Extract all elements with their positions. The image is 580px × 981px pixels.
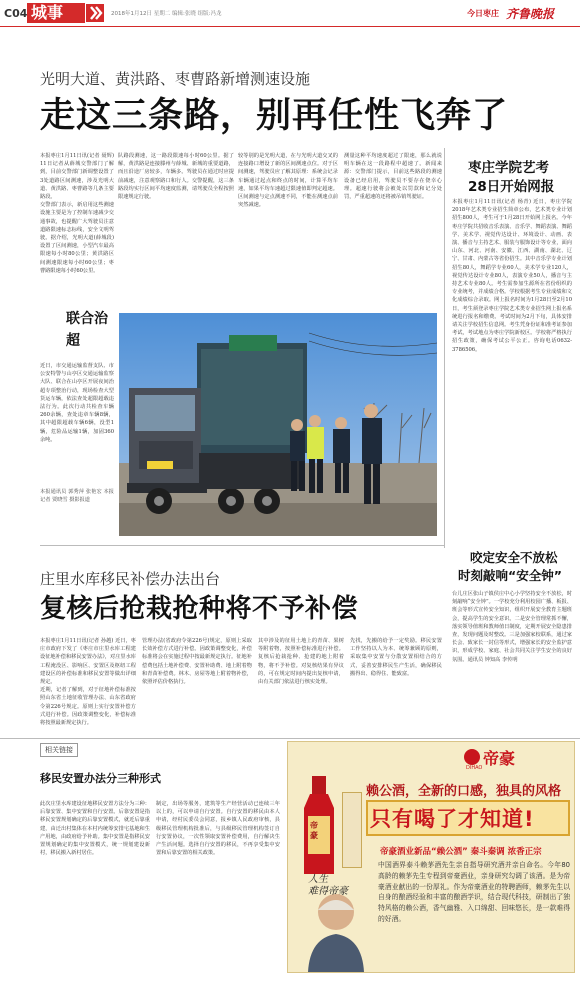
story2-col1 (40, 637, 136, 729)
story1-col3: 较等别的是光明大道，在与光明大道交叉的连接路口增设了新的区间测速点位。对于区间测速，驾驶员应了解其原理：系统会记录车辆通过起点和终点的时间，计算平均车速，如果平均车速超过限速值即判定超速。区间测速与定点测速不同，不能在测速点前突然减速。 (238, 153, 338, 209)
story2-col1-text: 近期，记者了解到，对于征地补偿标准按照山东省土地征收管理办法、山东省政府令第226号规定。原则上实行安置补偿方式进行补偿。因政策调整变化，补偿标准将按照最新规定执行。 (40, 687, 136, 727)
person-caption-line1: 人生 (308, 874, 328, 885)
bottle-image (300, 776, 338, 876)
story1-col1-text: 交警部门表示，新启用这些测速设施主要是为了控制车速减少交通事故，也提醒广大驾驶员注意道路限速标志标线，安全文明驾驶。据介绍，光明大道(薛城段)设置了区间测速，小型汽车最高限速每小时80公里；黄洪路区间测速限速每小时60公里；枣曹路限速每小时60公里。 (40, 202, 114, 274)
brand-logo-en: DIHAO (466, 765, 483, 771)
photo-caption-block (40, 308, 114, 538)
ad-text: 中国酒界泰斗赖茅酒先生亲自指导研究酒并亲自命名。今年80高龄的赖茅先生专程到帝豪酒业，亲身研究勾调了该酒。是为帝豪酒业献出的一份厚礼。作为帝豪酒业的特聘酒师，赖茅先生以自身的酿酒经验和丰富的酿酒学识，结合现代科技，研制出了独特风格的赖公酒，香气幽雅、入口绵甜、回味悠长，是一款难得的好酒。 (378, 861, 570, 923)
section-divider-1 (40, 545, 444, 546)
story3-headline: 移民安置办法分三种形式 (40, 772, 161, 785)
page-header (0, 0, 580, 26)
story1-lead (40, 152, 114, 276)
photo-caption-title: 联合治超 (66, 311, 108, 349)
story1-col4: 测量这种平均速度超过了限速，那么就说明车辆在这一段路程中超速了。新闻来源：交警部门提示，目前这些路段的测速设备已经启用，驾驶员不要存在侥幸心理。超速行驶将会被处以罚款和记分处罚，严重超速的还将被吊销驾驶证。 (344, 153, 442, 201)
story2-headline: 复核后抢栽抢种将不予补偿 (40, 594, 359, 624)
story2-col4: 先找，先搬的给予一定奖励。移民安置工作坚持以人为本、统筹兼顾的原则，采取集中安置与分散安置相结合的方式，妥善安排移民生产生活，确保移民搬得出、稳得住、能致富。 (350, 638, 442, 677)
header-rule (0, 26, 580, 27)
section-divider-2 (0, 738, 580, 739)
sidebar1-headline-line2: 28日开始网报 (468, 179, 555, 195)
story1-lead-text: 本报枣庄1月11日讯(记者 聂辉) 11日记者从薛城交警部门了解到，目前交警部门新调整设置了3处道路区间测速，涉及光明大道、黄洪路、枣曹路等几条主要路段。 (40, 153, 114, 201)
story1-kicker: 光明大道、黄洪路、枣曹路新增测速设施 (40, 70, 311, 88)
chevron-icon (86, 4, 104, 22)
sidebar1-body: 本报枣庄1月11日讯(记者 杨青) 近日，枣庄学院2018年艺术类专业招生简章公布，艺术类专业计划招生800人，考生可于1月28日开始网上报名。今年枣庄学院共招收音乐表演、音乐学、舞蹈表演、舞蹈学、美术学、视觉传达设计、环境设计、动画、表演、播音与主持艺术、服装与服饰设计等专业，面向山东、河北、河南、安徽、江西、湖南、湖北、辽宁、甘肃、内蒙古等省份招生。其中音乐学专业计划招生80人，舞蹈学专业60人，美术学专业120人，视觉传达设计专业80人，表演专业50人，播音与主持艺术专业80人。考生需参加生源所在省份组织的专业统考，并成绩合格。学校根据考生专业成绩和文化成绩综合录取。网上报名时间为1月28日至2月10日，考生须登录枣庄学院艺术类专业招生网上报名系统进行报名和缴费。考试时间为2月下旬，具体安排请关注学校招生信息网。考生凭身份证和准考证参加考试，考试地点为枣庄学院新校区。学校将严格执行招生政策，确保考试公平公正。咨询电话0632-3786506。 (452, 199, 572, 353)
brand-logo-icon (464, 749, 480, 765)
sidebar-divider-1 (444, 148, 445, 548)
sidebar2-headline-line2: 时刻敲响“安全钟” (458, 568, 562, 583)
photo-caption-text: 近日，市交通运输监督支队、市公安特警与山亭区交通运输监察大队、联合在山亭区开展夜间治超专项整治行动，现场检查大型货运车辆，依法查处超限超载违法行为。此次行动共检查车辆260余辆，查处违章车辆8辆，其中超限超载车辆6辆，没型1辆，危险品运输1辆，加固360余吨。 (40, 363, 114, 443)
sidebar2-headline-line1: 咬定安全不放松 (470, 550, 558, 565)
story2-lead-text: 本报枣庄1月11日讯(记者 孙越) 近日，枣庄市政府下发了《枣庄市庄里水库工程建设征地补偿和移民安置办法》，对庄里水库工程淹没区、影响区、安置区及枢纽工程建设区的补偿标准和移民安置等做出详细规定。 (40, 638, 136, 686)
story1-col2: 队路段测速，这一路段限速每小时60公里。据了解，黄洪路是连接滕州与薛城、新城的重要道路，而且沿途厂房较多，车辆多。驾驶员在通过时应提前减速，注意观察路口和行人。交警提醒，这三条路段均实行区间平均速度监测，请驾驶员全程按照限速规定行驶。 (118, 153, 234, 201)
person-caption-line2: 难得帝豪 (308, 886, 348, 897)
ad-red-line: 帝豪酒业新品“赖公酒” 秦斗秦调 浓香正宗 (380, 847, 542, 857)
story1-headline: 走这三条路，别再任性飞奔了 (40, 96, 509, 136)
page-code: C04 (4, 7, 28, 20)
header-meta: 2018年1月12日 星期二 编辑:张晓 组版:冯龙 (111, 11, 222, 17)
sidebar1-headline-line1: 枣庄学院艺考 (468, 160, 549, 176)
story3-tag-text: 相关链接 (45, 746, 73, 754)
story2-col2: 管理办法(省政府令第226号)规定，原则上采取长效补偿方式进行补偿。因政策调整变化，补偿标准将会在实施过程中按最新规定执行。征地补偿费包括土地补偿费、安置补助费、地上附着物和青苗补偿费。林木、房屋等地上附着物补偿，依照评估价格执行。 (142, 638, 252, 686)
section-title: 城事 (31, 3, 64, 22)
ad-tagline: 赖公酒，全新的口感，独具的风格 (366, 784, 562, 799)
photo-credit: 本报通讯员 郭秀萍 张艳宏 本报记者 贾晓雪 摄影报道 (40, 489, 114, 504)
ad-banner[interactable] (287, 741, 575, 973)
bottle-label: 帝豪 (310, 820, 318, 840)
story2-col3: 其中涉及的征用土地上的青苗、果树等附着物，按照补偿标准进行补偿。复核后抢栽抢种、抢建的地上附着物，将不予补偿。对复核结果有异议的，可在规定时间内提出复核申请，由有关部门依法进行核实处理。 (258, 638, 344, 686)
story3-tag (40, 743, 78, 757)
person-caption (308, 874, 348, 898)
brand-logo-text: 帝豪 (483, 749, 516, 768)
brand-prefix: 今日枣庄 (467, 9, 499, 18)
brand-name: 齐鲁晚报 (506, 7, 555, 21)
story2-kicker: 庄里水库移民补偿办法出台 (40, 570, 221, 588)
sidebar2-body: 台儿庄区张山子镇侯庄中心小学坚持安全不放松，时刻敲响“安全钟”。一学校充分利用校园广播、板报、班会等形式宣传安全知识，组织开展安全教育主题班会，提高学生的安全意识。二是安全管理常抓不懈，落实领导值班和教师值日制度，定期开展安全隐患排查，发现问题及时整改。三是加强家校联系，通过家长会、致家长一封信等形式，增强家长的安全监护意识，形成学校、家庭、社会共同关注学生安全的良好氛围。通讯员 钟知高 李传明 (452, 591, 572, 663)
ad-slogan: 只有喝了才知道! (370, 807, 535, 831)
story3-col2: 制定，出场等服务，建筑等生产经营活动已连续三年以上的，可以申请自行安置。自行安置的移民由本人申请，经村民委员会同意，报乡镇人民政府审核，县级移民管理机构批准后，与县级移民管理机构签订自行安置协议，一次性领取安置补偿费用，自行解决生产生活问题。选择自行安置的移民，不再享受集中安置和后靠安置的相关政策。 (156, 801, 280, 857)
story3-col1: 此次庄里水库建设征地移民安置方法分为三种：后靠安置、集中安置和自行安置。后靠安置是指移民安置规划确定的后靠安置模式，就近后靠重建，由迁出村集体在本村内统筹安排宅基地和生产用地，由政府给予补助。集中安置是指移民安置规划确定的集中安置模式，统一规划建设新村，移民搬入新村居住。 (40, 801, 150, 857)
brand-logo (464, 746, 540, 772)
news-photo (119, 313, 437, 536)
gift-box (342, 792, 362, 868)
